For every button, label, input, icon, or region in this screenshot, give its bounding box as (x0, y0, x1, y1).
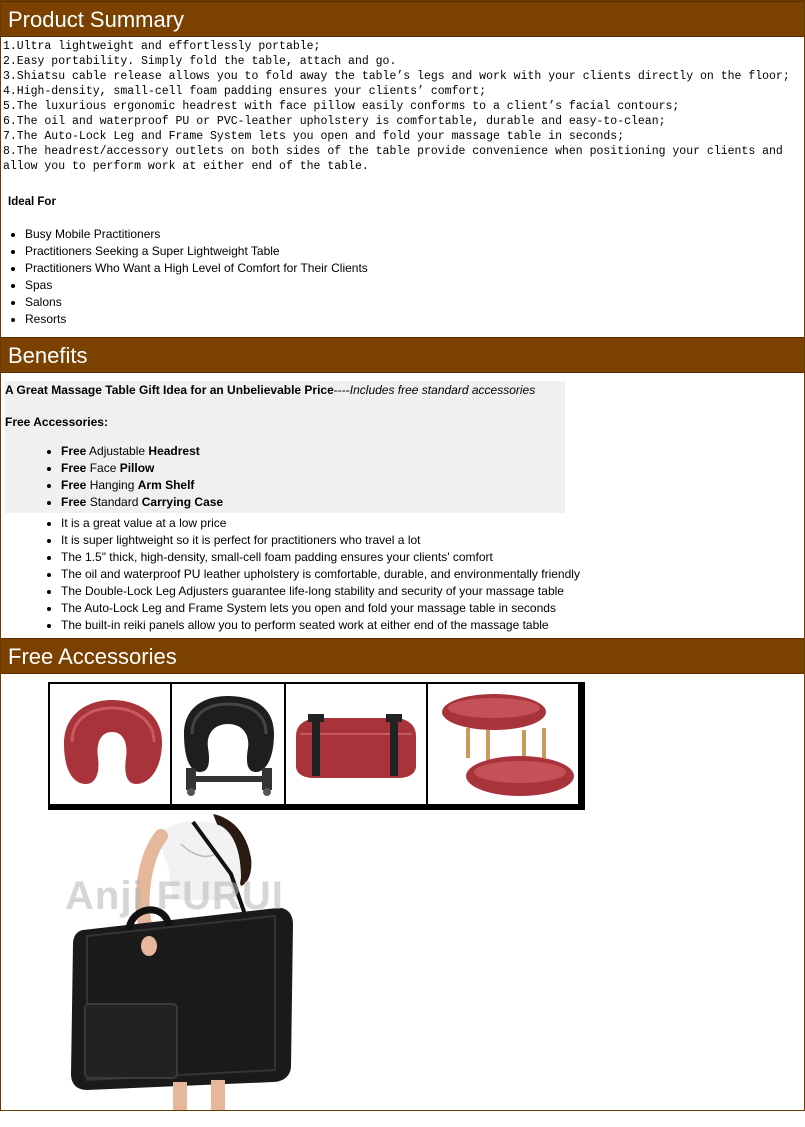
numbered-feature-list (3, 39, 802, 174)
list-item: • The Double-Lock Leg Adjusters guarantee life-long stability and security of your massage table (61, 583, 580, 600)
arm-shelf-image (286, 684, 426, 804)
watermark: Anji FURUI (65, 874, 284, 918)
free-label: Free (61, 478, 87, 492)
list-item (61, 477, 223, 494)
list-item (61, 443, 223, 460)
feature-line: 4.High-density, small-cell foam padding ensures your clients’ comfort; (3, 85, 487, 98)
list-item (61, 494, 223, 511)
face-pillow-image (50, 684, 170, 804)
list-item: • The oil and waterproof PU leather upholstery is comfortable, durable, and environmentally friendly (61, 566, 580, 583)
list-item: • Resorts (25, 311, 802, 328)
benefits-list (41, 515, 580, 634)
adjustable-headrest-image (172, 684, 284, 804)
carrying-case-image (65, 814, 325, 1110)
list-item: • It is super lightweight so it is perfect for practitioners who travel a lot (61, 532, 580, 549)
free-label: Free (61, 444, 87, 458)
list-item: • The 1.5" thick, high-density, small-cell foam padding ensures your clients' comfort (61, 549, 580, 566)
free-accessories-title: Free Accessories: (5, 415, 108, 429)
gift-note: Includes free standard accessories (349, 383, 536, 397)
gift-dashes: ---- (333, 383, 350, 397)
list-item: • The Auto-Lock Leg and Frame System lets you open and fold your massage table in seconds (61, 600, 580, 617)
list-item: • Practitioners Who Want a High Level of Comfort for Their Clients (25, 260, 802, 277)
list-item: • Busy Mobile Practitioners (25, 226, 802, 243)
feature-line: 5.The luxurious ergonomic headrest with face pillow easily conforms to a client’s facial contours; (3, 100, 680, 113)
product-summary-heading: Product Summary (1, 1, 804, 37)
feature-line: 2.Easy portability. Simply fold the table, attach and go. (3, 55, 397, 68)
product-summary-section (1, 37, 804, 337)
item-mid: Adjustable (86, 444, 149, 458)
ideal-for-list (3, 226, 802, 328)
benefits-section (1, 373, 804, 638)
reiki-panels-image (428, 684, 578, 804)
free-label: Free (61, 495, 87, 509)
item-mid: Hanging (86, 478, 138, 492)
feature-line: 8.The headrest/accessory outlets on both sides of the table provide convenience when positioning your clients and allow you to perform work at either end of the table. (3, 145, 783, 173)
item-mid: Face (86, 461, 120, 475)
item-name: Headrest (148, 444, 200, 458)
accessory-photo-strip (48, 682, 585, 810)
gift-title: A Great Massage Table Gift Idea for an Unbelievable Price (5, 383, 334, 397)
free-accessories-heading: Free Accessories (1, 638, 804, 674)
free-accessories-list (41, 443, 223, 511)
item-name: Pillow (119, 461, 155, 475)
feature-line: 7.The Auto-Lock Leg and Frame System lets you open and fold your massage table in seconds; (3, 130, 625, 143)
feature-line: 3.Shiatsu cable release allows you to fold away the table’s legs and work with your clients directly on the floor; (3, 70, 790, 83)
list-item: • It is a great value at a low price (61, 515, 580, 532)
list-item: • Spas (25, 277, 802, 294)
ideal-for-title: Ideal For (8, 196, 56, 208)
free-label: Free (61, 461, 87, 475)
list-item: • Practitioners Seeking a Super Lightweight Table (25, 243, 802, 260)
free-accessories-section (1, 674, 804, 1110)
feature-line: 1.Ultra lightweight and effortlessly portable; (3, 40, 321, 53)
gift-line (5, 383, 535, 397)
benefits-heading: Benefits (1, 337, 804, 373)
list-item (61, 460, 223, 477)
item-mid: Standard (86, 495, 142, 509)
list-item: • The built-in reiki panels allow you to perform seated work at either end of the massage table (61, 617, 580, 634)
item-name: Carrying Case (141, 495, 224, 509)
item-name: Arm Shelf (137, 478, 195, 492)
feature-line: 6.The oil and waterproof PU or PVC-leather upholstery is comfortable, durable and easy-to-clean; (3, 115, 666, 128)
list-item: • Salons (25, 294, 802, 311)
